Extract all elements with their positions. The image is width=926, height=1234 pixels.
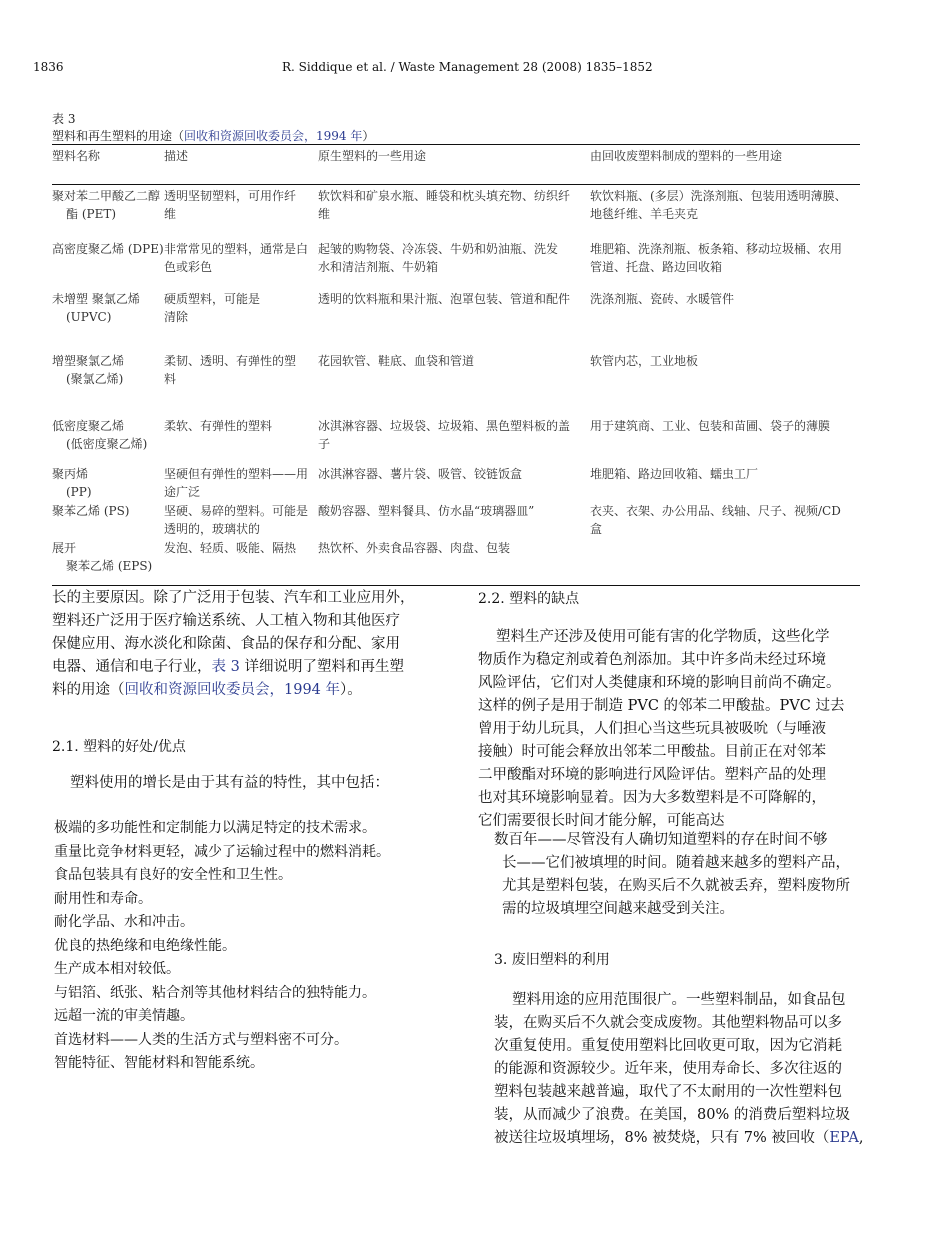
- table-cell-desc: 透明坚韧塑料，可用作纤 维: [164, 189, 297, 221]
- benefit-item: 极端的多功能性和定制能力以满足特定的技术需求。: [54, 820, 376, 836]
- section-3-paragraph: 塑料用途的应用范围很广。一些塑料制品，如食品包 装，在购买后不久就会变成废物。其他塑料物品可以多 次重复使用。重复使用塑料比回收更可取，因为它消耗 的能源和资源较少。近年来，使用寿命长、多次往返的 塑料包装越来越普遍，取代了不太耐用的一次性塑料包 装，从而减少了浪费。在美国，80% 的消费后塑料垃圾 被送往垃圾填埋场，8% 被焚烧，只有 7% 被回收（EPA,: [494, 992, 864, 1146]
- table-3-ref[interactable]: 表 3: [211, 659, 240, 675]
- table-cell-desc: 硬质塑料，可能是 清除: [164, 292, 261, 324]
- table-cell-name: 未增塑 聚氯乙烯 (UPVC): [52, 292, 140, 324]
- benefit-item: 耐用性和寿命。: [54, 890, 152, 907]
- col-header-recycled: 由回收废塑料制成的塑料的一些用途: [590, 149, 783, 163]
- table-caption-ref[interactable]: 回收和资源回收委员会，1994 年: [184, 129, 363, 143]
- table-cell-name: 低密度聚乙烯 (低密度聚乙烯): [52, 419, 148, 451]
- table-cell-recycled: 软饮料瓶、(多层）洗涤剂瓶、包装用透明薄膜、 地毯纤维、羊毛夹克: [590, 189, 847, 221]
- running-header: R. Siddique et al. / Waste Management 28 (2008) 1835–1852: [282, 60, 653, 74]
- benefit-item: 智能特征、智能材料和智能系统。: [54, 1055, 264, 1071]
- table-top-rule: [52, 144, 860, 145]
- col-header-name: 塑料名称: [52, 149, 101, 163]
- table-cell-name: 增塑聚氯乙烯 (聚氯乙烯): [52, 354, 125, 386]
- table-cell-recycled: 洗涤剂瓶、瓷砖、水暖管件: [590, 292, 735, 306]
- table-cell-name: 聚对苯二甲酸乙二醇 酯 (PET): [52, 189, 161, 221]
- table-cell-name: 聚丙烯 (PP): [52, 467, 92, 499]
- table-cell-desc: 发泡、轻质、吸能、隔热: [164, 541, 297, 555]
- table-cell-virgin: 热饮杯、外卖食品容器、肉盘、包装: [318, 541, 511, 555]
- table-cell-virgin: 花园软管、鞋底、血袋和管道: [318, 354, 475, 368]
- table-cell-name: 高密度聚乙烯 (DPE): [52, 242, 164, 256]
- table-cell-name: 展开 聚苯乙烯 (EPS): [52, 541, 153, 573]
- table-cell-recycled: 堆肥箱、洗涤剂瓶、板条箱、移动垃圾桶、农用 管道、托盘、路边回收箱: [590, 242, 843, 274]
- table-cell-virgin: 冰淇淋容器、薯片袋、吸管、铰链饭盒: [318, 467, 523, 481]
- table-caption: 塑料和再生塑料的用途（回收和资源回收委员会，1994 年）: [52, 129, 375, 143]
- benefit-item: 远超一流的审美情趣。: [54, 1008, 194, 1024]
- intro-paragraph: 长的主要原因。除了广泛用于包装、汽车和工业应用外， 塑料还广泛用于医疗输送系统、人工植入物和其他医疗 保健应用、海水淡化和除菌、食品的保存和分配、家用 电器、通信和电子行业，表 3 详细说明了塑料和再生塑 料的用途（回收和资源回收委员会，1994 年）。: [52, 590, 415, 698]
- benefit-item: 优良的热绝缘和电绝缘性能。: [54, 937, 236, 954]
- table-cell-recycled: 堆肥箱、路边回收箱、蠕虫工厂: [590, 467, 759, 481]
- table-cell-desc: 非常常见的塑料，通常是白 色或彩色: [164, 242, 309, 274]
- page-number: 1836: [33, 60, 64, 74]
- table-cell-desc: 柔软、有弹性的塑料: [164, 419, 273, 433]
- col-header-desc: 描述: [164, 149, 189, 163]
- table-cell-recycled: 用于建筑商、工业、包装和苗圃、袋子的薄膜: [590, 419, 831, 433]
- benefit-item: 食品包装具有良好的安全性和卫生性。: [54, 867, 292, 883]
- table-cell-desc: 坚硬、易碎的塑料。可能是 透明的，玻璃状的: [164, 504, 309, 536]
- table-cell-desc: 柔韧、透明、有弹性的塑 料: [164, 354, 297, 386]
- section-2-2-paragraph: 塑料生产还涉及使用可能有害的化学物质，这些化学 物质作为稳定剂或着色剂添加。其中许多尚未经过环境 风险评估，它们对人类健康和环境的影响目前尚不确定。 这样的例子是用于制造 PVC 的邻苯二甲酸盐。PVC 过去 曾用于幼儿玩具，人们担心当这些玩具被吸吮（与唾液 接触）时可能会释放出邻苯二甲酸盐。目前正在对邻苯 二甲酸酯对环境的影响进行风险评估。塑料产品的处理 也对其环境影响显着。因为大多数塑料是不可降解的， 它们需要很长时间才能分解，可能高达: [478, 629, 845, 829]
- benefits-list: [54, 817, 390, 1076]
- section-2-2-title: 2.2. 塑料的缺点: [478, 591, 580, 607]
- table-header-rule: [52, 184, 860, 185]
- benefit-item: 生产成本相对较低。: [54, 961, 180, 977]
- section-2-1-lead: 塑料使用的增长是由于其有益的特性，其中包括：: [70, 775, 389, 791]
- benefit-item: 重量比竞争材料更轻，减少了运输过程中的燃料消耗。: [54, 843, 390, 860]
- table-cell-desc: 坚硬但有弹性的塑料——用 途广泛: [164, 467, 309, 499]
- epa-ref[interactable]: EPA: [829, 1130, 859, 1146]
- table-cell-virgin: 冰淇淋容器、垃圾袋、垃圾箱、黑色塑料板的盖 子: [318, 419, 571, 451]
- table-cell-virgin: 酸奶容器、塑料餐具、仿水晶“玻璃器皿”: [318, 504, 535, 518]
- table-cell-recycled: 软管内芯，工业地板: [590, 354, 699, 368]
- col-header-virgin: 原生塑料的一些用途: [318, 149, 427, 163]
- section-3-title: 3. 废旧塑料的利用: [494, 952, 610, 968]
- table-cell-name: 聚苯乙烯 (PS): [52, 504, 130, 518]
- table-cell-virgin: 起皱的购物袋、冷冻袋、牛奶和奶油瓶、洗发 水和清洁剂瓶、牛奶箱: [318, 242, 559, 274]
- benefit-item: 首选材料——人类的生活方式与塑料密不可分。: [54, 1031, 348, 1048]
- benefit-item: 耐化学品、水和冲击。: [54, 914, 194, 930]
- section-2-1-title: 2.1. 塑料的好处/优点: [52, 739, 186, 755]
- section-2-2-continuation: 数百年——尽管没有人确切知道塑料的存在时间不够 长——它们被填埋的时间。随着越来越多的塑料产品， 尤其是塑料包装，在购买后不久就被丢弃，塑料废物所 需的垃圾填埋空间越来越受到关注。: [494, 832, 850, 917]
- table-cell-virgin: 软饮料和矿泉水瓶、睡袋和枕头填充物、纺织纤 维: [318, 189, 571, 221]
- table-cell-recycled: 衣夹、衣架、办公用品、线轴、尺子、视频/CD 盒: [590, 504, 841, 536]
- table-cell-virgin: 透明的饮料瓶和果汁瓶、泡罩包装、管道和配件: [318, 292, 571, 306]
- table-bottom-rule: [52, 585, 860, 586]
- benefit-item: 与铝箔、纸张、粘合剂等其他材料结合的独特能力。: [54, 984, 376, 1001]
- citation-ref[interactable]: 回收和资源回收委员会，1994 年: [124, 682, 341, 698]
- table-label: 表 3: [52, 112, 76, 126]
